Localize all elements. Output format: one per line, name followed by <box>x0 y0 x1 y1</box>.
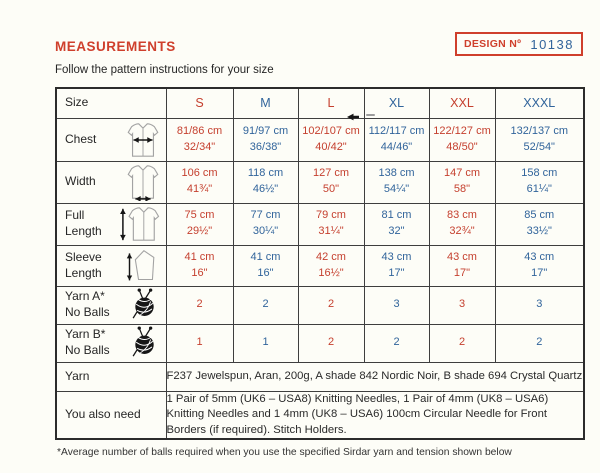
size-header-label-inner <box>57 95 166 111</box>
measurement-value: 32/34" <box>183 140 216 153</box>
measurement-value: 42 cm <box>316 250 346 263</box>
measurement-value: 43 cm <box>381 250 412 263</box>
row-label: You also need <box>65 407 141 422</box>
measurement-value: 33½" <box>526 225 552 237</box>
measurement-cell <box>495 245 584 286</box>
measurement-value: 138 cm <box>378 167 415 180</box>
row-label-cell <box>56 286 166 324</box>
row-label-line: Yarn B* <box>65 327 106 342</box>
row-label-line: Sleeve Length <box>65 249 102 280</box>
row-label <box>65 327 110 358</box>
row-label <box>65 174 96 190</box>
measurement-cell <box>429 118 495 161</box>
measurements-table <box>55 87 585 440</box>
size-column-header: XL <box>364 88 429 118</box>
footnote: *Average number of balls required when you use the specified Sirdar yarn and tension shown below <box>57 447 512 458</box>
measurement-value: 77 cm <box>250 209 281 222</box>
table-row <box>56 286 584 324</box>
measurement-value: 58" <box>453 183 471 195</box>
measurement-value: 102/107 cm <box>302 124 360 137</box>
row-label <box>65 289 110 320</box>
measurement-value: 91/97 cm <box>242 124 289 137</box>
measurement-cell <box>495 161 584 203</box>
row-label-line: No Balls <box>65 343 110 357</box>
measurement-value: 29½" <box>186 225 213 237</box>
size-column-header: XXL <box>429 88 495 118</box>
row-label-line: No Balls <box>65 305 110 319</box>
page-subtitle: Follow the pattern instructions for your size <box>55 64 274 76</box>
measurement-value: 118 cm <box>247 167 284 180</box>
measurement-value: 2 <box>327 298 335 311</box>
row-label-cell <box>56 362 166 391</box>
measurement-value: 40/42" <box>315 140 347 153</box>
measurement-cell <box>233 286 298 324</box>
measurement-value: 48/50" <box>446 140 478 153</box>
row-label-inner <box>57 407 166 423</box>
measurement-value: 83 cm <box>447 209 477 222</box>
row-label-line: Full Length <box>65 208 102 238</box>
measurement-cell <box>298 203 364 245</box>
measurement-cell <box>166 161 233 203</box>
design-number-box <box>455 32 583 56</box>
measurement-value: 16½" <box>318 266 344 279</box>
measurement-cell <box>364 245 429 286</box>
size-column-header: M <box>233 88 298 118</box>
row-label-inner <box>57 325 166 361</box>
measurement-cell <box>364 203 429 245</box>
measurement-cell <box>298 161 364 203</box>
row-label-line: Chest <box>65 131 97 146</box>
measurement-cell <box>364 286 429 324</box>
yarn-ball-icon <box>127 325 162 361</box>
row-label-inner <box>57 205 166 243</box>
yarn-ball-icon <box>127 287 162 323</box>
size-column-header: L <box>298 88 364 118</box>
measurement-cell <box>166 203 233 245</box>
table-row <box>56 324 584 362</box>
measurement-value: 81 cm <box>381 209 412 222</box>
table-row <box>56 203 584 245</box>
size-marker-dash <box>366 114 375 116</box>
measurement-value: 32" <box>388 225 405 237</box>
measurement-value: 2 <box>262 298 269 311</box>
measurement-cell <box>298 245 364 286</box>
measurement-cell <box>233 118 298 161</box>
row-label-cell <box>56 203 166 245</box>
row-label-inner <box>57 121 166 159</box>
row-label-inner <box>57 248 166 284</box>
measurement-value: 36/38" <box>249 140 282 153</box>
measurement-cell <box>429 161 495 203</box>
measurement-value: 32¾" <box>449 225 475 237</box>
measurement-value: 2 <box>327 336 335 349</box>
measurement-cell <box>364 324 429 362</box>
measurements-table-body <box>56 88 584 439</box>
row-label-inner <box>57 369 166 385</box>
measurement-value: 79 cm <box>316 209 346 222</box>
size-header-row <box>56 88 584 118</box>
measurement-cell <box>166 286 233 324</box>
measurement-value: 46½" <box>252 183 279 195</box>
row-label-inner <box>57 287 166 323</box>
sweater-length-arrow-icon <box>118 205 162 243</box>
measurement-value: 2 <box>196 298 203 311</box>
measurement-cell <box>298 324 364 362</box>
measurement-value: 2 <box>536 336 543 349</box>
measurement-value: 61¼" <box>526 183 552 195</box>
size-header-label-cell <box>56 88 166 118</box>
measurement-value: 54¼" <box>383 183 410 195</box>
measurement-value: 17" <box>531 266 548 279</box>
measurement-value: 1 <box>196 336 203 349</box>
measurement-value: 112/117 cm <box>368 124 425 137</box>
measurement-value: 41 cm <box>184 250 215 263</box>
measurement-cell <box>429 286 495 324</box>
design-number-value: 10138 <box>530 36 574 52</box>
measurement-cell <box>364 161 429 203</box>
measurement-value: 1 <box>262 336 269 349</box>
measurement-value: 106 cm <box>181 167 218 180</box>
measurement-cell <box>233 161 298 203</box>
row-label-cell <box>56 245 166 286</box>
measurement-cell <box>429 203 495 245</box>
measurement-value: 16" <box>257 266 274 279</box>
measurement-value: 30¼" <box>252 225 279 237</box>
measurement-value: 85 cm <box>524 209 555 222</box>
sweater-chest-arrow-icon <box>124 121 162 159</box>
design-number-label: DESIGN Nº <box>464 38 522 50</box>
row-label <box>65 132 96 148</box>
measurement-value: 127 cm <box>312 167 350 180</box>
page-title: MEASUREMENTS <box>55 39 176 54</box>
measurement-value: 147 cm <box>443 167 481 180</box>
row-label-cell <box>56 118 166 161</box>
measurement-value: 75 cm <box>184 209 215 222</box>
table-row <box>56 245 584 286</box>
measurement-value: 31¼" <box>318 225 344 237</box>
table-row <box>56 391 584 439</box>
measurement-value: 158 cm <box>521 167 558 180</box>
measurement-value: 122/127 cm <box>433 124 491 137</box>
measurement-cell <box>495 324 584 362</box>
info-text-cell: F237 Jewelspun, Aran, 200g, A shade 842 Nordic Noir, B shade 694 Crystal Quartz <box>166 362 584 391</box>
row-label-line: Yarn A* <box>65 289 105 304</box>
measurement-value: 3 <box>393 298 400 311</box>
measurement-cell <box>364 118 429 161</box>
measurement-cell <box>495 203 584 245</box>
measurement-cell <box>166 324 233 362</box>
measurement-cell <box>429 245 495 286</box>
measurement-value: 3 <box>536 298 543 311</box>
measurement-value: 52/54" <box>523 140 555 153</box>
measurement-cell <box>166 245 233 286</box>
sweater-width-arrow-icon <box>124 163 162 201</box>
row-label-line: Width <box>65 174 96 189</box>
size-marker-arrow <box>347 108 360 126</box>
measurement-value: 43 cm <box>447 250 477 263</box>
measurement-cell <box>495 286 584 324</box>
measurement-cell <box>495 118 584 161</box>
measurement-value: 41¾" <box>186 183 213 195</box>
measurement-value: 81/86 cm <box>176 124 223 137</box>
row-label-cell <box>56 391 166 439</box>
row-label <box>65 208 118 239</box>
size-column-header: XXXL <box>495 88 584 118</box>
table-row <box>56 161 584 203</box>
row-label <box>65 250 124 281</box>
measurement-cell <box>233 324 298 362</box>
measurement-value: 43 cm <box>524 250 555 263</box>
measurement-value: 17" <box>388 266 405 279</box>
measurement-cell <box>298 286 364 324</box>
measurement-cell <box>233 203 298 245</box>
measurement-value: 132/137 cm <box>510 124 568 137</box>
table-row <box>56 118 584 161</box>
measurement-value: 50" <box>322 183 340 195</box>
size-header-label: Size <box>65 95 89 110</box>
info-text-cell: 1 Pair of 5mm (UK6 – USA8) Knitting Needles, 1 Pair of 4mm (UK8 – USA6) Knitting Needles and 1 4mm (UK8 – USA6) 100cm Circular Needle for Front Borders (if required). Stitch Holders. <box>166 391 584 439</box>
table-row <box>56 362 584 391</box>
measurement-value: 16" <box>191 266 208 279</box>
sleeve-length-arrow-icon <box>124 248 162 284</box>
size-column-header: S <box>166 88 233 118</box>
measurement-cell <box>429 324 495 362</box>
measurement-cell <box>166 118 233 161</box>
row-label-cell <box>56 161 166 203</box>
measurement-value: 41 cm <box>250 250 281 263</box>
measurement-value: 17" <box>453 266 471 279</box>
measurement-value: 2 <box>458 336 466 349</box>
row-label: Yarn <box>65 368 90 383</box>
measurement-value: 3 <box>458 298 466 311</box>
measurement-value: 2 <box>393 336 400 349</box>
measurement-value: 44/46" <box>380 140 413 153</box>
measurement-cell <box>233 245 298 286</box>
row-label-cell <box>56 324 166 362</box>
row-label-inner <box>57 163 166 201</box>
